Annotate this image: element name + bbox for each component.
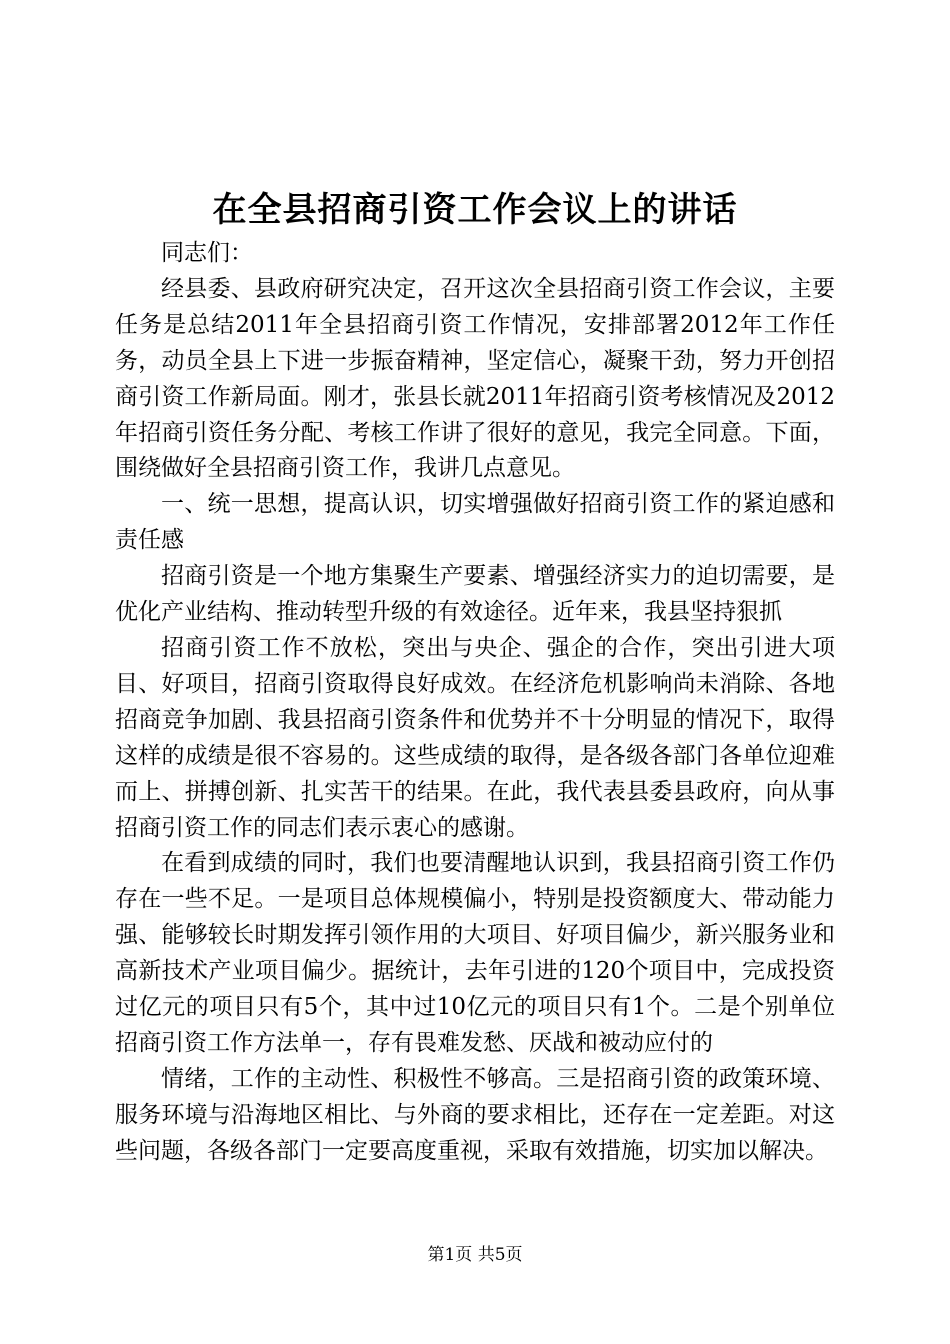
intro-paragraph: 经县委、县政府研究决定，召开这次全县招商引资工作会议，主要任务是总结2011年全县招商引资工作情况，安排部署2012年工作任务，动员全县上下进一步振奋精神，坚定信心，凝聚干劲，努力开创招商引资工作新局面。刚才，张县长就2011年招商引资考核情况及2012年招商引资任务分配、考核工作讲了很好的意见，我完全同意。下面，围绕做好全县招商引资工作，我讲几点意见。 xyxy=(115,275,835,482)
page-number-footer: 第1页 共5页 xyxy=(427,1245,523,1265)
section-heading-1: 一、统一思想，提高认识，切实增强做好招商引资工作的紧迫感和责任感 xyxy=(115,491,835,554)
body-paragraph: 在看到成绩的同时，我们也要清醒地认识到，我县招商引资工作仍存在一些不足。一是项目总体规模偏小，特别是投资额度大、带动能力强、能够较长时期发挥引领作用的大项目、好项目偏少，新兴服务业和高新技术产业项目偏少。据统计，去年引进的120个项目中，完成投资过亿元的项目只有5个，其中过10亿元的项目只有1个。二是个别单位招商引资工作方法单一，存有畏难发愁、厌战和被动应付的 xyxy=(115,850,835,1056)
body-paragraph: 招商引资工作不放松，突出与央企、强企的合作，突出引进大项目、好项目，招商引资取得良好成效。在经济危机影响尚未消除、各地招商竞争加剧、我县招商引资条件和优势并不十分明显的情况下，取得这样的成绩是很不容易的。这些成绩的取得，是各级各部门各单位迎难而上、拼搏创新、扎实苦干的结果。在此，我代表县委县政府，向从事招商引资工作的同志们表示衷心的感谢。 xyxy=(115,634,835,841)
document-title: 在全县招商引资工作会议上的讲话 xyxy=(212,190,738,230)
document-body xyxy=(115,236,835,1170)
salutation-paragraph: 同志们： xyxy=(161,240,253,266)
body-paragraph: 招商引资是一个地方集聚生产要素、增强经济实力的迫切需要，是优化产业结构、推动转型升级的有效途径。近年来，我县坚持狠抓 xyxy=(115,563,835,626)
body-paragraph: 情绪，工作的主动性、积极性不够高。三是招商引资的政策环境、服务环境与沿海地区相比、与外商的要求相比，还存在一定差距。对这些问题，各级各部门一定要高度重视，采取有效措施，切实加以解决。 xyxy=(115,1065,835,1164)
